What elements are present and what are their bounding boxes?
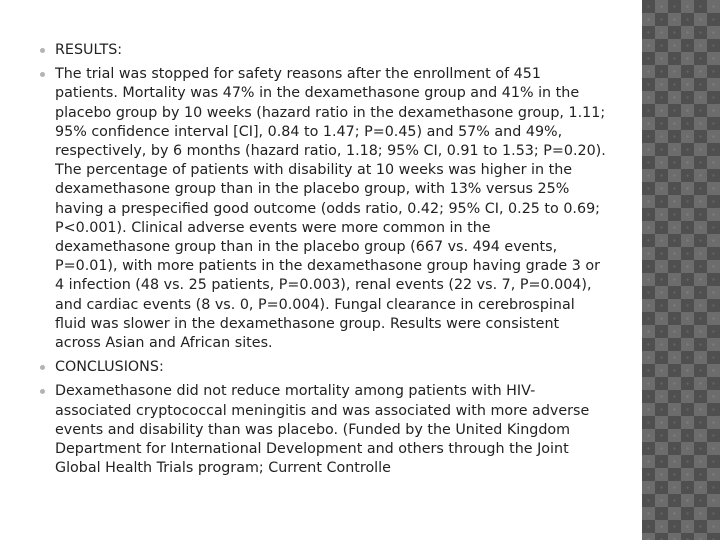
bullet-text: RESULTS:: [55, 42, 123, 58]
bullet-results-body: [38, 65, 606, 353]
bullet-results-heading: [38, 41, 606, 60]
bullet-list: [38, 41, 606, 483]
bullet-conclusions-heading: [38, 358, 606, 377]
bullet-dot-icon: [40, 389, 45, 394]
bullet-dot-icon: [40, 72, 45, 77]
bullet-conclusions-body: [38, 382, 606, 478]
bullet-text: CONCLUSIONS:: [55, 359, 164, 376]
bullet-text: The trial was stopped for safety reasons after the enrollment of 451 patients. Mortality was 47% in the dexamethasone group and 41% in the placebo group by 10 weeks (hazard ratio in the dexamethasone group, 1.11; 95% confidence interval [CI], 0.84 to 1.47; P=0.45) and 57% and 49%, respectively, by 6 months (hazard ratio, 1.18; 95% CI, 0.91 to 1.53; P=0.20). The percentage of patients with disability at 10 weeks was higher in the dexamethasone group than in the placebo group, with 13% versus 25% having a prespecified good outcome (odds ratio, 0.42; 95% CI, 0.25 to 0.69; P<0.001). Clinical adverse events were more common in the dexamethasone group than in the placebo group (667 vs. 494 events, P=0.01), with more patients in the dexamethasone group having grade 3 or 4 infection (48 vs. 25 patients, P=0.003), renal events (22 vs. 7, P=0.004), and cardiac events (8 vs. 0, P=0.004). Fungal clearance in cerebrospinal fluid was slower in the dexamethasone group. Results were consistent across Asian and African sites.: [55, 66, 606, 352]
bullet-text: Dexamethasone did not reduce mortality among patients with HIV-associated cryptococcal meningitis and was associated with more adverse events and disability than was placebo. (Funded by the United Kingdom Department for International Development and others through the Joint Global Health Trials program; Current Controlle: [55, 383, 590, 477]
bullet-dot-icon: [40, 48, 45, 53]
bullet-dot-icon: [40, 365, 45, 370]
decorative-side-pattern: [642, 0, 720, 540]
